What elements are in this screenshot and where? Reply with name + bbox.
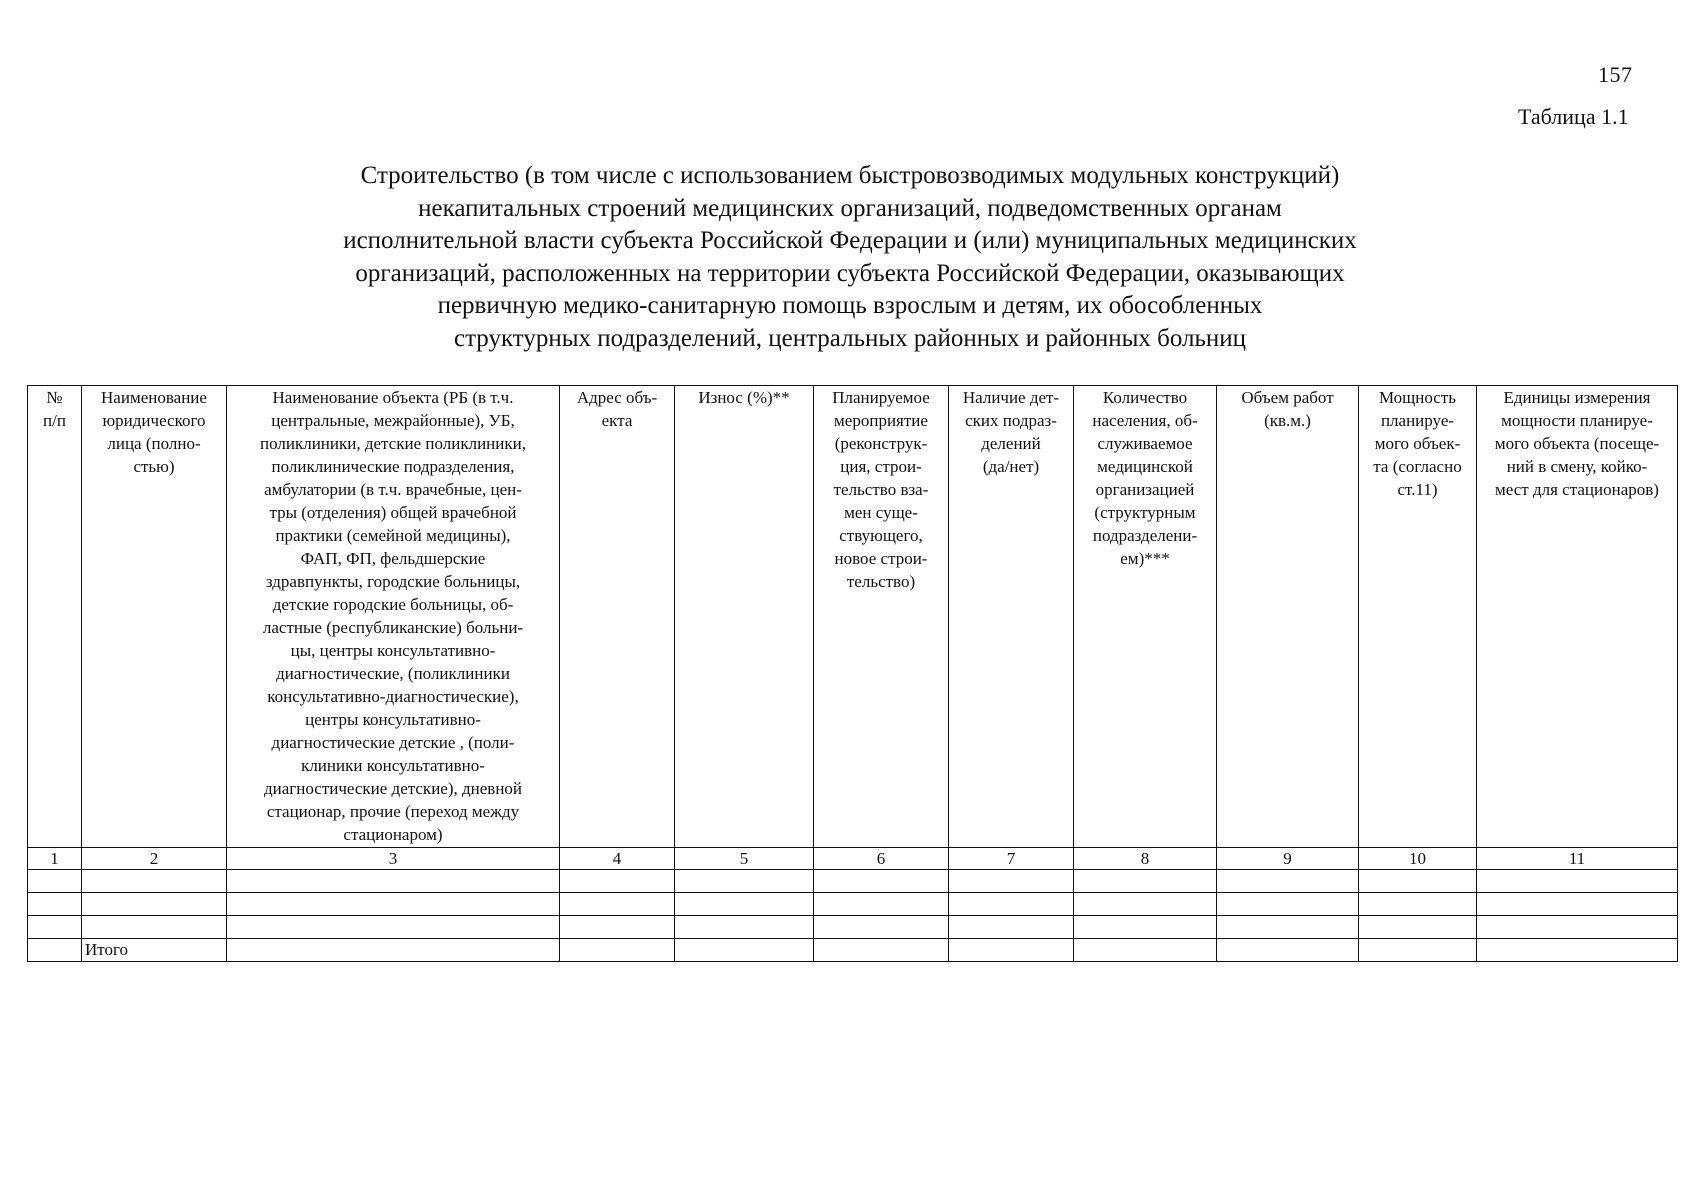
- table-cell: [1074, 893, 1217, 916]
- table-cell: [1359, 893, 1477, 916]
- title-line: исполнительной власти субъекта Российской Федерации и (или) муниципальных медицинских: [343, 227, 1357, 254]
- table-cell: [28, 893, 82, 916]
- table-cell: [949, 939, 1074, 962]
- header-cell-wear: Износ (%)**: [675, 386, 814, 848]
- header-cell-planned-measure: Планируемое мероприятие (реконструк- ция, строи- тельство вза- мен суще- ствующего, новое строи- тельство): [814, 386, 949, 848]
- table-cell: [1477, 916, 1678, 939]
- header-cell-population: Количество населения, об- служиваемое медицинской организацией (структурным подразделени- ем)***: [1074, 386, 1217, 848]
- column-number: 8: [1074, 848, 1217, 870]
- table-label: Таблица 1.1: [1518, 104, 1629, 129]
- header-cell-work-volume: Объем работ (кв.м.): [1217, 386, 1359, 848]
- table-cell: [1217, 939, 1359, 962]
- table-cell: [814, 916, 949, 939]
- table-cell: [814, 939, 949, 962]
- construction-table: [27, 385, 1678, 962]
- title-line: организаций, расположенных на территории субъекта Российской Федерации, оказывающих: [355, 259, 1345, 287]
- column-number: 2: [82, 848, 227, 870]
- column-number: 11: [1477, 848, 1678, 870]
- table-cell: [1477, 870, 1678, 893]
- table-cell: [28, 939, 82, 962]
- table-cell: [1359, 916, 1477, 939]
- document-title: [200, 160, 1500, 355]
- table-cell: [82, 916, 227, 939]
- header-cell-address: Адрес объ- екта: [560, 386, 675, 848]
- table-cell: [675, 893, 814, 916]
- table-cell: [560, 939, 675, 962]
- table-cell: [1477, 939, 1678, 962]
- table-cell: [28, 870, 82, 893]
- table-cell: [1477, 893, 1678, 916]
- column-number: 4: [560, 848, 675, 870]
- header-cell-number: № п/п: [28, 386, 82, 848]
- table-cell: [82, 870, 227, 893]
- table-cell: [227, 870, 560, 893]
- header-cell-children-units: Наличие дет- ских подраз- делений (да/нет): [949, 386, 1074, 848]
- header-cell-capacity-units: Единицы измерения мощности планируе- мого объекта (посеще- ний в смену, койко- мест для стационаров): [1477, 386, 1678, 848]
- table-cell: [1217, 870, 1359, 893]
- empty-row: [28, 870, 1678, 893]
- table-cell: [675, 939, 814, 962]
- total-label: Итого: [82, 939, 227, 962]
- column-number: 1: [28, 848, 82, 870]
- empty-row: [28, 916, 1678, 939]
- table-cell: [227, 916, 560, 939]
- table-cell: [1074, 916, 1217, 939]
- column-number-row: [28, 848, 1678, 870]
- column-number: 9: [1217, 848, 1359, 870]
- table-cell: [949, 870, 1074, 893]
- table-cell: [1217, 893, 1359, 916]
- table-cell: [227, 893, 560, 916]
- column-number: 7: [949, 848, 1074, 870]
- table-cell: [949, 893, 1074, 916]
- table-cell: [1217, 916, 1359, 939]
- header-cell-legal-entity: Наименование юридического лица (полно- стью): [82, 386, 227, 848]
- table-cell: [949, 916, 1074, 939]
- empty-row: [28, 893, 1678, 916]
- column-number: 5: [675, 848, 814, 870]
- table-cell: [560, 916, 675, 939]
- header-cell-capacity: Мощность планируе- мого объек- та (согласно ст.11): [1359, 386, 1477, 848]
- total-row: [28, 939, 1678, 962]
- title-line: Строительство (в том числе с использованием быстровозводимых модульных конструкций): [360, 162, 1340, 189]
- table-cell: [814, 893, 949, 916]
- header-cell-object-name: Наименование объекта (РБ (в т.ч. центральные, межрайонные), УБ, поликлиники, детские поликлиники, поликлинические подразделения, амбулатории (в т.ч. врачебные, цен- тры (отделения) общей врачебной практики (семейной медицины), ФАП, ФП, фельдшерские здравпункты, городские больницы, детские городские больницы, об- ластные (республиканские) больни- цы, центры консультативно- диагностические, (поликлиники консультативно-диагностические), центры консультативно- диагностические детские , (поли- клиники консультативно- диагностические детские), дневной стационар, прочие (переход между стационаром): [227, 386, 560, 848]
- table-cell: [28, 916, 82, 939]
- table-cell: [1359, 870, 1477, 893]
- table-cell: [560, 893, 675, 916]
- page-number: 157: [1598, 62, 1633, 87]
- column-number: 10: [1359, 848, 1477, 870]
- table-cell: [1074, 870, 1217, 893]
- table-cell: [82, 893, 227, 916]
- table-cell: [1359, 939, 1477, 962]
- title-line: некапитальных строений медицинских организаций, подведомственных органам: [418, 194, 1282, 222]
- table-cell: [1074, 939, 1217, 962]
- table-cell: [814, 870, 949, 893]
- table-cell: [560, 870, 675, 893]
- table-cell: [675, 870, 814, 893]
- title-line: структурных подразделений, центральных районных и районных больниц: [453, 324, 1247, 352]
- column-number: 3: [227, 848, 560, 870]
- header-row: [28, 386, 1678, 848]
- column-number: 6: [814, 848, 949, 870]
- table-cell: [227, 939, 560, 962]
- title-line: первичную медико-санитарную помощь взрослым и детям, их обособленных: [437, 292, 1263, 319]
- table-cell: [675, 916, 814, 939]
